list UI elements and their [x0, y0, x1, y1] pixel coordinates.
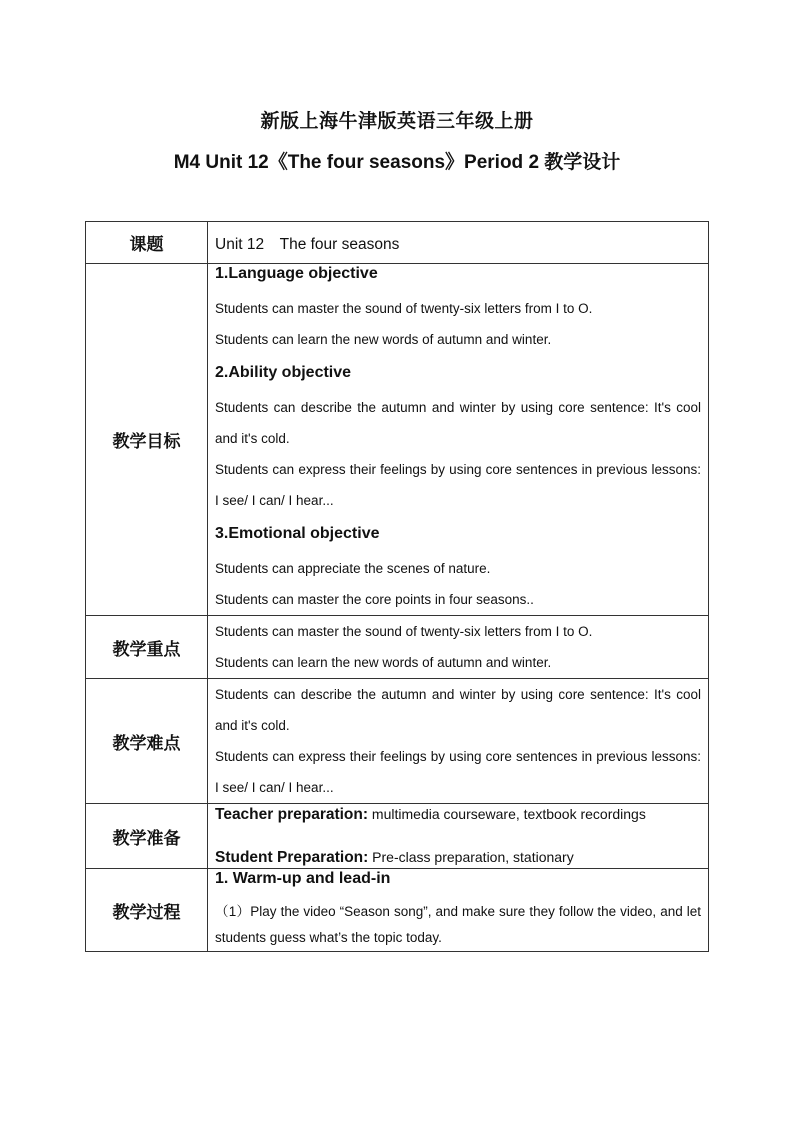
preparation-row	[86, 804, 709, 869]
student-preparation-value: Pre-class preparation, stationary	[368, 849, 574, 865]
difficult-points-label: 教学难点	[86, 679, 208, 804]
process-label: 教学过程	[86, 869, 208, 952]
student-preparation	[215, 847, 701, 868]
difficult-points-content	[208, 679, 709, 804]
language-objective-item: Students can learn the new words of autumn and winter.	[215, 332, 552, 347]
emotional-objective-item: Students can master the core points in four seasons..	[215, 592, 534, 607]
emotional-objective-heading: 3.Emotional objective	[215, 525, 380, 542]
objectives-row	[86, 264, 709, 616]
preparation-content	[208, 804, 709, 869]
document-title: 新版上海牛津版英语三年级上册	[260, 111, 534, 132]
ability-objective-heading: 2.Ability objective	[215, 364, 352, 381]
language-objective-item: Students can master the sound of twenty-six letters from I to O.	[215, 301, 593, 316]
key-point-item: Students can learn the new words of autumn and winter.	[215, 655, 552, 670]
teacher-preparation-label: Teacher preparation:	[215, 806, 369, 823]
key-points-row	[86, 616, 709, 679]
objectives-label: 教学目标	[86, 264, 208, 616]
difficult-point-item: Students can express their feelings by using core sentences in previous lessons: I see/ I can/ I hear...	[215, 749, 701, 795]
process-content	[208, 869, 709, 952]
process-row	[86, 869, 709, 952]
teacher-preparation-value: multimedia courseware, textbook recordings	[368, 806, 646, 822]
student-preparation-label: Student Preparation:	[215, 849, 369, 866]
lesson-plan-table	[85, 221, 709, 952]
ability-objective-item: Students can describe the autumn and winter by using core sentence: It's cool and it's cold.	[215, 400, 701, 446]
preparation-label: 教学准备	[86, 804, 208, 869]
warmup-heading: 1. Warm-up and lead-in	[215, 870, 391, 887]
key-points-label: 教学重点	[86, 616, 208, 679]
teacher-preparation	[215, 804, 701, 825]
difficult-points-row	[86, 679, 709, 804]
topic-value: Unit 12 The four seasons	[208, 222, 709, 264]
language-objective-heading: 1.Language objective	[215, 265, 378, 282]
document-subtitle: M4 Unit 12《The four seasons》Period 2 教学设计	[173, 152, 621, 173]
topic-label: 课题	[86, 222, 208, 264]
key-point-item: Students can master the sound of twenty-six letters from I to O.	[215, 624, 593, 639]
difficult-point-item: Students can describe the autumn and winter by using core sentence: It's cool and it's cold.	[215, 687, 701, 733]
key-points-content	[208, 616, 709, 679]
objectives-content	[208, 264, 709, 616]
emotional-objective-item: Students can appreciate the scenes of nature.	[215, 561, 491, 576]
topic-row	[86, 222, 709, 264]
warmup-step-item: （1）Play the video “Season song”, and make sure they follow the video, and let students guess what’s the topic today.	[215, 904, 701, 945]
ability-objective-item: Students can express their feelings by using core sentences in previous lessons: I see/ I can/ I hear...	[215, 462, 701, 508]
